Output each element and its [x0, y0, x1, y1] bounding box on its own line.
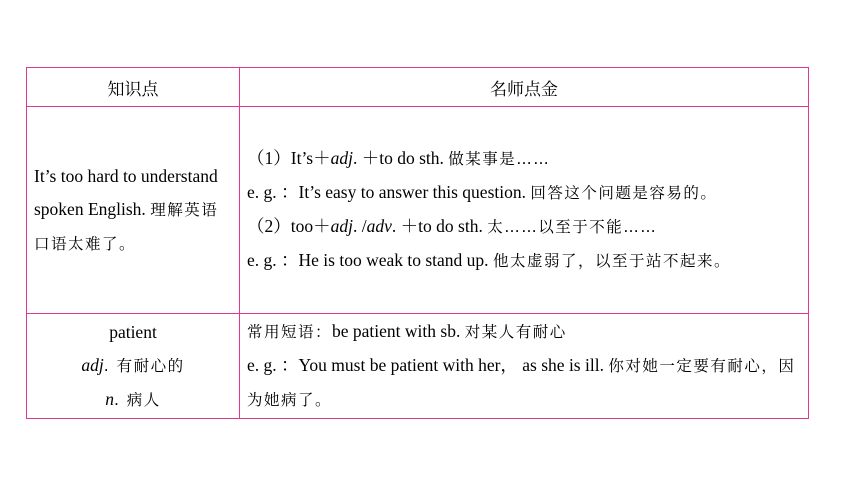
example-3 — [247, 349, 801, 417]
phrase-label: 常用短语： — [247, 323, 333, 341]
noun-abbr: n — [105, 388, 114, 409]
usage-1-adj: adj — [330, 148, 353, 168]
example-3-chinese: 你对她一定要有耐心，因为她病了。 — [247, 357, 796, 409]
knowledge-point-cell — [27, 107, 240, 314]
point-english: It’s too hard to understand spoken English. — [34, 165, 218, 219]
example-2-chinese: 他太虚弱了，以至于站不起来。 — [492, 252, 731, 270]
example-1-chinese: 回答这个问题是容易的。 — [530, 184, 718, 202]
word-patient: patient — [109, 321, 157, 342]
usage-1-meaning: 做某事是…… — [448, 150, 551, 168]
tips-cell — [240, 107, 809, 314]
usage-1 — [247, 142, 801, 176]
usage-1-pattern: . ＋to do sth. — [353, 148, 444, 168]
example-2-english: e. g. ：He is too weak to stand up. — [247, 250, 489, 270]
usage-1-prefix: （1）It’s＋ — [247, 148, 331, 168]
header-knowledge-point: 知识点 — [27, 68, 240, 107]
adj-definition — [34, 349, 232, 383]
usage-2-separator: . / — [353, 216, 367, 236]
usage-2-meaning: 太……以至于不能…… — [487, 218, 658, 236]
usage-2-adj: adj — [330, 216, 353, 236]
knowledge-point-cell — [27, 314, 240, 419]
usage-2-prefix: （2）too＋ — [247, 216, 331, 236]
adj-abbr: adj — [81, 354, 104, 375]
common-phrase — [247, 315, 801, 349]
phrase-chinese: 对某人有耐心 — [464, 323, 567, 341]
notes-table — [26, 67, 809, 419]
usage-2-adv: adv — [366, 216, 392, 236]
table-row — [27, 314, 809, 419]
header-row — [27, 68, 809, 107]
point-chinese: 理解英语口语太难了。 — [34, 200, 219, 253]
noun-meaning: . 病人 — [113, 390, 161, 409]
example-2 — [247, 244, 801, 278]
phrase-english: be patient with sb. — [332, 321, 461, 341]
header-teacher-tips: 名师点金 — [240, 68, 809, 107]
example-1 — [247, 176, 801, 210]
tips-cell — [240, 314, 809, 419]
example-3-english: e. g. ：You must be patient with her， as she is ill. — [247, 355, 604, 375]
adj-meaning: . 有耐心的 — [103, 356, 185, 375]
usage-2 — [247, 210, 801, 244]
usage-2-pattern: . ＋to do sth. — [391, 216, 483, 236]
noun-definition — [34, 383, 232, 417]
example-1-english: e. g. ：It’s easy to answer this question. — [247, 182, 526, 202]
table-row — [27, 107, 809, 314]
